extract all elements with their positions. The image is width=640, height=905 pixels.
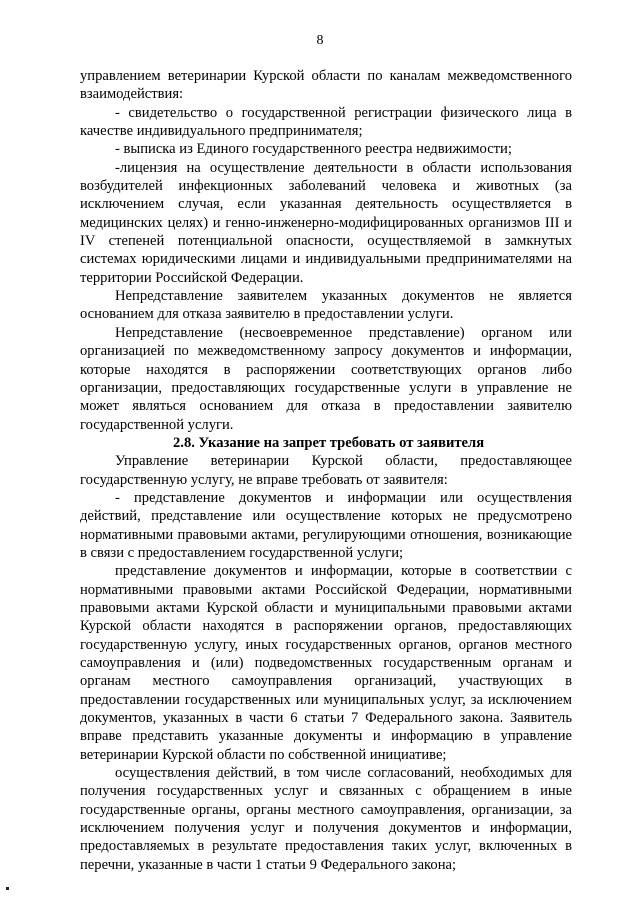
page-number: 8 <box>316 33 324 48</box>
paragraph-non-submission: Непредставление заявителем указанных документов не является основанием для отказа заявителю в предоставлении услуги. <box>80 288 572 323</box>
scan-edge-mark <box>6 887 9 890</box>
document-body <box>80 67 572 874</box>
list-item-actions-approvals: осуществления действий, в том числе согласований, необходимых для получения государственных услуг и связанных с обращением в иные государственные органы, органы местного самоуправления, организации, за исключением получения услуг и получения документов и информации, предоставляемых в результате предоставления таких услуг, включенных в перечни, указанные в части 1 статьи 9 Федерального закона; <box>80 765 572 873</box>
paragraph-prohibition-intro: Управление ветеринарии Курской области, предоставляющее государственную услугу, не вправе требовать от заявителя: <box>80 453 572 488</box>
section-heading: 2.8. Указание на запрет требовать от заявителя <box>173 434 485 451</box>
list-item-documents-not-required: - представление документов и информации или осуществления действий, представление или осуществление которых не предусмотрено нормативными правовыми актами, регулирующими отношения, возникающие в связи с предоставлением государственной услуги; <box>80 489 572 561</box>
list-item-real-estate-extract: - выписка из Единого государственного реестра недвижимости; <box>115 141 512 158</box>
paragraph-continuation: управлением ветеринарии Курской области по каналам межведомственного взаимодействия: <box>80 68 572 103</box>
list-item-documents-in-possession: представление документов и информации, которые в соответствии с нормативными правовыми актами Российской Федерации, нормативными правовыми актами Курской области и муниципальными правовыми актами Курской области находятся в распоряжении органов, предоставляющих государственную услугу, иных государственных органов, органов местного самоуправления и (или) подведомственных государственным органам и органам местного самоуправления организаций, участвующих в предоставлении государственных или муниципальных услуг, за исключением документов, указанных в части 6 статьи 7 Федерального закона. Заявитель вправе представить указанные документы и информацию в управление ветеринарии Курской области по собственной инициативе; <box>80 563 572 763</box>
list-item-license: -лицензия на осуществление деятельности в области использования возбудителей инфекционных заболеваний человека и животных (за исключением случая, если указанная деятельность осуществляется в медицинских целях) и генно-инженерно-модифицированных организмов III и IV степеней потенциальной опасности, осуществляемой в замкнутых системах юридическими лицами и индивидуальными предпринимателями на территории Российской Федерации. <box>80 159 572 286</box>
list-item-registration-certificate: - свидетельство о государственной регистрации физического лица в качестве индивидуального предпринимателя; <box>80 104 572 140</box>
paragraph-interagency-request: Непредставление (несвоевременное представление) органом или организацией по межведомственному запросу документов и информации, которые находятся в распоряжении соответствующих органов либо организации, предоставляющих государственные услуги в управление не может являться основанием для отказа в предоставлении заявителю государственной услуги. <box>80 324 572 433</box>
